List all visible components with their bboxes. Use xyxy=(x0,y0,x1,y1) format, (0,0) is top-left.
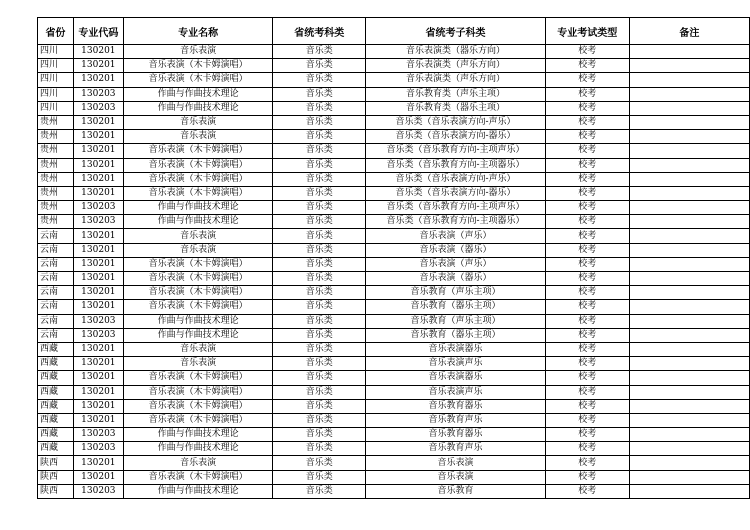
remarks-cell xyxy=(629,328,749,342)
exam-type-cell: 校考 xyxy=(545,300,629,314)
province-cell: 云南 xyxy=(38,314,74,328)
remarks-cell xyxy=(629,215,749,229)
remarks-cell xyxy=(629,371,749,385)
exam-category-cell: 音乐类 xyxy=(273,442,366,456)
remarks-cell xyxy=(629,115,749,129)
exam-subcategory-cell: 音乐类（音乐表演方向-器乐） xyxy=(366,186,546,200)
major-code-cell: 130201 xyxy=(73,172,123,186)
major-code-cell: 130201 xyxy=(73,59,123,73)
remarks-cell xyxy=(629,45,749,59)
province-cell: 陕西 xyxy=(38,456,74,470)
province-cell: 西藏 xyxy=(38,428,74,442)
table-row xyxy=(38,357,750,371)
exam-category-cell: 音乐类 xyxy=(273,158,366,172)
province-cell: 云南 xyxy=(38,272,74,286)
exam-type-cell: 校考 xyxy=(545,428,629,442)
exam-category-cell: 音乐类 xyxy=(273,130,366,144)
table-row xyxy=(38,300,750,314)
exam-subcategory-cell: 音乐教育（声乐主项） xyxy=(366,314,546,328)
header-major-name: 专业名称 xyxy=(123,18,273,45)
major-code-cell: 130201 xyxy=(73,186,123,200)
major-name-cell: 音乐表演 xyxy=(123,115,273,129)
remarks-cell xyxy=(629,428,749,442)
remarks-cell xyxy=(629,101,749,115)
remarks-cell xyxy=(629,130,749,144)
province-cell: 贵州 xyxy=(38,215,74,229)
header-row xyxy=(38,18,750,45)
exam-type-cell: 校考 xyxy=(545,456,629,470)
major-name-cell: 音乐表演（木卡姆演唱） xyxy=(123,385,273,399)
major-code-cell: 130201 xyxy=(73,357,123,371)
province-cell: 四川 xyxy=(38,73,74,87)
province-cell: 云南 xyxy=(38,229,74,243)
exam-category-cell: 音乐类 xyxy=(273,272,366,286)
table-row xyxy=(38,158,750,172)
exam-category-cell: 音乐类 xyxy=(273,229,366,243)
remarks-cell xyxy=(629,243,749,257)
table-row xyxy=(38,186,750,200)
remarks-cell xyxy=(629,314,749,328)
exam-type-cell: 校考 xyxy=(545,215,629,229)
exam-category-cell: 音乐类 xyxy=(273,314,366,328)
admissions-table xyxy=(37,17,750,499)
major-name-cell: 音乐表演 xyxy=(123,342,273,356)
major-code-cell: 130201 xyxy=(73,286,123,300)
table-row xyxy=(38,456,750,470)
exam-type-cell: 校考 xyxy=(545,342,629,356)
major-name-cell: 作曲与作曲技术理论 xyxy=(123,101,273,115)
table-row xyxy=(38,73,750,87)
table-row xyxy=(38,87,750,101)
remarks-cell xyxy=(629,186,749,200)
exam-subcategory-cell: 音乐教育声乐 xyxy=(366,442,546,456)
major-name-cell: 作曲与作曲技术理论 xyxy=(123,328,273,342)
major-name-cell: 音乐表演（木卡姆演唱） xyxy=(123,413,273,427)
exam-type-cell: 校考 xyxy=(545,101,629,115)
province-cell: 云南 xyxy=(38,286,74,300)
exam-category-cell: 音乐类 xyxy=(273,172,366,186)
major-name-cell: 音乐表演（木卡姆演唱） xyxy=(123,286,273,300)
exam-category-cell: 音乐类 xyxy=(273,399,366,413)
table-row xyxy=(38,59,750,73)
exam-category-cell: 音乐类 xyxy=(273,342,366,356)
province-cell: 西藏 xyxy=(38,413,74,427)
exam-category-cell: 音乐类 xyxy=(273,428,366,442)
major-code-cell: 130201 xyxy=(73,158,123,172)
major-code-cell: 130201 xyxy=(73,73,123,87)
exam-subcategory-cell: 音乐表演声乐 xyxy=(366,357,546,371)
exam-type-cell: 校考 xyxy=(545,73,629,87)
exam-category-cell: 音乐类 xyxy=(273,470,366,484)
header-exam-subcategory: 省统考子科类 xyxy=(366,18,546,45)
major-name-cell: 音乐表演 xyxy=(123,456,273,470)
header-remarks: 备注 xyxy=(629,18,749,45)
header-exam-category: 省统考科类 xyxy=(273,18,366,45)
table-row xyxy=(38,130,750,144)
table-row xyxy=(38,314,750,328)
table-row xyxy=(38,229,750,243)
major-code-cell: 130203 xyxy=(73,101,123,115)
major-code-cell: 130203 xyxy=(73,328,123,342)
province-cell: 西藏 xyxy=(38,371,74,385)
exam-subcategory-cell: 音乐表演 xyxy=(366,470,546,484)
major-name-cell: 作曲与作曲技术理论 xyxy=(123,87,273,101)
exam-category-cell: 音乐类 xyxy=(273,87,366,101)
exam-category-cell: 音乐类 xyxy=(273,286,366,300)
exam-subcategory-cell: 音乐表演（声乐） xyxy=(366,229,546,243)
major-name-cell: 作曲与作曲技术理论 xyxy=(123,314,273,328)
exam-subcategory-cell: 音乐表演（器乐） xyxy=(366,243,546,257)
major-name-cell: 音乐表演 xyxy=(123,45,273,59)
exam-subcategory-cell: 音乐表演类（声乐方向） xyxy=(366,59,546,73)
province-cell: 西藏 xyxy=(38,442,74,456)
exam-type-cell: 校考 xyxy=(545,87,629,101)
exam-type-cell: 校考 xyxy=(545,399,629,413)
province-cell: 贵州 xyxy=(38,172,74,186)
exam-subcategory-cell: 音乐表演（器乐） xyxy=(366,272,546,286)
table-row xyxy=(38,115,750,129)
table-row xyxy=(38,201,750,215)
major-name-cell: 作曲与作曲技术理论 xyxy=(123,201,273,215)
remarks-cell xyxy=(629,87,749,101)
province-cell: 四川 xyxy=(38,87,74,101)
exam-type-cell: 校考 xyxy=(545,158,629,172)
table-row xyxy=(38,413,750,427)
exam-type-cell: 校考 xyxy=(545,45,629,59)
exam-type-cell: 校考 xyxy=(545,385,629,399)
exam-category-cell: 音乐类 xyxy=(273,201,366,215)
table-row xyxy=(38,101,750,115)
major-name-cell: 音乐表演 xyxy=(123,130,273,144)
remarks-cell xyxy=(629,59,749,73)
exam-type-cell: 校考 xyxy=(545,229,629,243)
exam-subcategory-cell: 音乐教育（器乐主项） xyxy=(366,328,546,342)
exam-type-cell: 校考 xyxy=(545,243,629,257)
major-name-cell: 音乐表演（木卡姆演唱） xyxy=(123,172,273,186)
major-code-cell: 130201 xyxy=(73,342,123,356)
exam-type-cell: 校考 xyxy=(545,484,629,498)
table-row xyxy=(38,144,750,158)
table-row xyxy=(38,442,750,456)
remarks-cell xyxy=(629,399,749,413)
remarks-cell xyxy=(629,300,749,314)
province-cell: 西藏 xyxy=(38,385,74,399)
major-code-cell: 130203 xyxy=(73,215,123,229)
exam-type-cell: 校考 xyxy=(545,201,629,215)
major-code-cell: 130201 xyxy=(73,413,123,427)
province-cell: 云南 xyxy=(38,328,74,342)
remarks-cell xyxy=(629,470,749,484)
remarks-cell xyxy=(629,286,749,300)
exam-subcategory-cell: 音乐教育声乐 xyxy=(366,413,546,427)
exam-category-cell: 音乐类 xyxy=(273,300,366,314)
remarks-cell xyxy=(629,158,749,172)
remarks-cell xyxy=(629,413,749,427)
major-code-cell: 130201 xyxy=(73,229,123,243)
major-name-cell: 作曲与作曲技术理论 xyxy=(123,215,273,229)
major-name-cell: 音乐表演（木卡姆演唱） xyxy=(123,257,273,271)
exam-category-cell: 音乐类 xyxy=(273,215,366,229)
exam-subcategory-cell: 音乐表演类（器乐方向） xyxy=(366,45,546,59)
exam-subcategory-cell: 音乐表演（声乐） xyxy=(366,257,546,271)
major-code-cell: 130201 xyxy=(73,115,123,129)
exam-category-cell: 音乐类 xyxy=(273,59,366,73)
province-cell: 西藏 xyxy=(38,342,74,356)
header-major-code: 专业代码 xyxy=(73,18,123,45)
major-name-cell: 音乐表演 xyxy=(123,229,273,243)
exam-type-cell: 校考 xyxy=(545,257,629,271)
province-cell: 贵州 xyxy=(38,158,74,172)
major-name-cell: 作曲与作曲技术理论 xyxy=(123,484,273,498)
exam-subcategory-cell: 音乐表演声乐 xyxy=(366,385,546,399)
table-row xyxy=(38,470,750,484)
remarks-cell xyxy=(629,357,749,371)
header-exam-type: 专业考试类型 xyxy=(545,18,629,45)
major-name-cell: 音乐表演（木卡姆演唱） xyxy=(123,186,273,200)
major-name-cell: 音乐表演 xyxy=(123,357,273,371)
remarks-cell xyxy=(629,442,749,456)
table-row xyxy=(38,428,750,442)
remarks-cell xyxy=(629,144,749,158)
remarks-cell xyxy=(629,385,749,399)
remarks-cell xyxy=(629,484,749,498)
major-code-cell: 130201 xyxy=(73,371,123,385)
exam-category-cell: 音乐类 xyxy=(273,413,366,427)
exam-category-cell: 音乐类 xyxy=(273,257,366,271)
table-row xyxy=(38,45,750,59)
exam-subcategory-cell: 音乐类（音乐教育方向-主项声乐） xyxy=(366,201,546,215)
major-code-cell: 130201 xyxy=(73,243,123,257)
exam-category-cell: 音乐类 xyxy=(273,357,366,371)
remarks-cell xyxy=(629,172,749,186)
province-cell: 四川 xyxy=(38,59,74,73)
province-cell: 陕西 xyxy=(38,484,74,498)
exam-subcategory-cell: 音乐类（音乐表演方向-声乐） xyxy=(366,115,546,129)
exam-subcategory-cell: 音乐类（音乐教育方向-主项声乐） xyxy=(366,144,546,158)
major-name-cell: 音乐表演（木卡姆演唱） xyxy=(123,272,273,286)
table-row xyxy=(38,172,750,186)
major-name-cell: 作曲与作曲技术理论 xyxy=(123,442,273,456)
exam-subcategory-cell: 音乐教育类（声乐主项） xyxy=(366,87,546,101)
table-row xyxy=(38,399,750,413)
major-code-cell: 130201 xyxy=(73,130,123,144)
major-code-cell: 130203 xyxy=(73,442,123,456)
remarks-cell xyxy=(629,257,749,271)
exam-category-cell: 音乐类 xyxy=(273,101,366,115)
table-row xyxy=(38,484,750,498)
major-name-cell: 作曲与作曲技术理论 xyxy=(123,428,273,442)
exam-type-cell: 校考 xyxy=(545,144,629,158)
province-cell: 云南 xyxy=(38,300,74,314)
exam-type-cell: 校考 xyxy=(545,172,629,186)
exam-type-cell: 校考 xyxy=(545,286,629,300)
exam-type-cell: 校考 xyxy=(545,314,629,328)
exam-category-cell: 音乐类 xyxy=(273,186,366,200)
table-row xyxy=(38,257,750,271)
exam-type-cell: 校考 xyxy=(545,470,629,484)
exam-category-cell: 音乐类 xyxy=(273,144,366,158)
exam-category-cell: 音乐类 xyxy=(273,328,366,342)
major-code-cell: 130201 xyxy=(73,45,123,59)
table-row xyxy=(38,328,750,342)
table-row xyxy=(38,371,750,385)
major-code-cell: 130203 xyxy=(73,314,123,328)
province-cell: 云南 xyxy=(38,257,74,271)
exam-type-cell: 校考 xyxy=(545,59,629,73)
exam-subcategory-cell: 音乐类（音乐教育方向-主项器乐） xyxy=(366,158,546,172)
major-code-cell: 130203 xyxy=(73,484,123,498)
exam-type-cell: 校考 xyxy=(545,371,629,385)
exam-subcategory-cell: 音乐类（音乐表演方向-声乐） xyxy=(366,172,546,186)
exam-subcategory-cell: 音乐表演 xyxy=(366,456,546,470)
major-code-cell: 130201 xyxy=(73,399,123,413)
exam-subcategory-cell: 音乐表演类（声乐方向） xyxy=(366,73,546,87)
remarks-cell xyxy=(629,201,749,215)
major-code-cell: 130201 xyxy=(73,456,123,470)
exam-type-cell: 校考 xyxy=(545,186,629,200)
major-code-cell: 130201 xyxy=(73,470,123,484)
major-name-cell: 音乐表演（木卡姆演唱） xyxy=(123,73,273,87)
exam-subcategory-cell: 音乐教育（器乐主项） xyxy=(366,300,546,314)
exam-category-cell: 音乐类 xyxy=(273,115,366,129)
major-name-cell: 音乐表演（木卡姆演唱） xyxy=(123,371,273,385)
province-cell: 贵州 xyxy=(38,144,74,158)
province-cell: 西藏 xyxy=(38,357,74,371)
exam-type-cell: 校考 xyxy=(545,442,629,456)
major-code-cell: 130201 xyxy=(73,385,123,399)
major-name-cell: 音乐表演（木卡姆演唱） xyxy=(123,470,273,484)
table-row xyxy=(38,286,750,300)
province-cell: 西藏 xyxy=(38,399,74,413)
remarks-cell xyxy=(629,272,749,286)
province-cell: 贵州 xyxy=(38,201,74,215)
province-cell: 云南 xyxy=(38,243,74,257)
exam-category-cell: 音乐类 xyxy=(273,45,366,59)
major-code-cell: 130201 xyxy=(73,272,123,286)
exam-category-cell: 音乐类 xyxy=(273,484,366,498)
province-cell: 贵州 xyxy=(38,115,74,129)
exam-subcategory-cell: 音乐教育器乐 xyxy=(366,399,546,413)
exam-type-cell: 校考 xyxy=(545,328,629,342)
exam-subcategory-cell: 音乐教育 xyxy=(366,484,546,498)
province-cell: 贵州 xyxy=(38,130,74,144)
exam-type-cell: 校考 xyxy=(545,130,629,144)
table-row xyxy=(38,385,750,399)
table-row xyxy=(38,342,750,356)
header-province: 省份 xyxy=(38,18,74,45)
exam-type-cell: 校考 xyxy=(545,115,629,129)
exam-category-cell: 音乐类 xyxy=(273,385,366,399)
major-name-cell: 音乐表演（木卡姆演唱） xyxy=(123,144,273,158)
remarks-cell xyxy=(629,229,749,243)
table-body xyxy=(38,45,750,499)
exam-category-cell: 音乐类 xyxy=(273,456,366,470)
exam-category-cell: 音乐类 xyxy=(273,371,366,385)
major-code-cell: 130201 xyxy=(73,257,123,271)
major-code-cell: 130201 xyxy=(73,144,123,158)
exam-subcategory-cell: 音乐表演器乐 xyxy=(366,371,546,385)
major-code-cell: 130203 xyxy=(73,87,123,101)
province-cell: 四川 xyxy=(38,45,74,59)
major-name-cell: 音乐表演（木卡姆演唱） xyxy=(123,399,273,413)
exam-subcategory-cell: 音乐教育器乐 xyxy=(366,428,546,442)
remarks-cell xyxy=(629,456,749,470)
remarks-cell xyxy=(629,73,749,87)
exam-subcategory-cell: 音乐表演器乐 xyxy=(366,342,546,356)
exam-category-cell: 音乐类 xyxy=(273,243,366,257)
exam-subcategory-cell: 音乐教育类（器乐主项） xyxy=(366,101,546,115)
major-name-cell: 音乐表演（木卡姆演唱） xyxy=(123,300,273,314)
table-row xyxy=(38,243,750,257)
major-name-cell: 音乐表演（木卡姆演唱） xyxy=(123,158,273,172)
major-code-cell: 130203 xyxy=(73,428,123,442)
major-name-cell: 音乐表演（木卡姆演唱） xyxy=(123,59,273,73)
table-row xyxy=(38,272,750,286)
exam-type-cell: 校考 xyxy=(545,272,629,286)
table-row xyxy=(38,215,750,229)
exam-category-cell: 音乐类 xyxy=(273,73,366,87)
exam-subcategory-cell: 音乐类（音乐表演方向-器乐） xyxy=(366,130,546,144)
province-cell: 四川 xyxy=(38,101,74,115)
remarks-cell xyxy=(629,342,749,356)
exam-subcategory-cell: 音乐教育（声乐主项） xyxy=(366,286,546,300)
exam-type-cell: 校考 xyxy=(545,357,629,371)
province-cell: 陕西 xyxy=(38,470,74,484)
exam-type-cell: 校考 xyxy=(545,413,629,427)
major-code-cell: 130201 xyxy=(73,300,123,314)
major-code-cell: 130203 xyxy=(73,201,123,215)
major-name-cell: 音乐表演 xyxy=(123,243,273,257)
province-cell: 贵州 xyxy=(38,186,74,200)
exam-subcategory-cell: 音乐类（音乐教育方向-主项器乐） xyxy=(366,215,546,229)
